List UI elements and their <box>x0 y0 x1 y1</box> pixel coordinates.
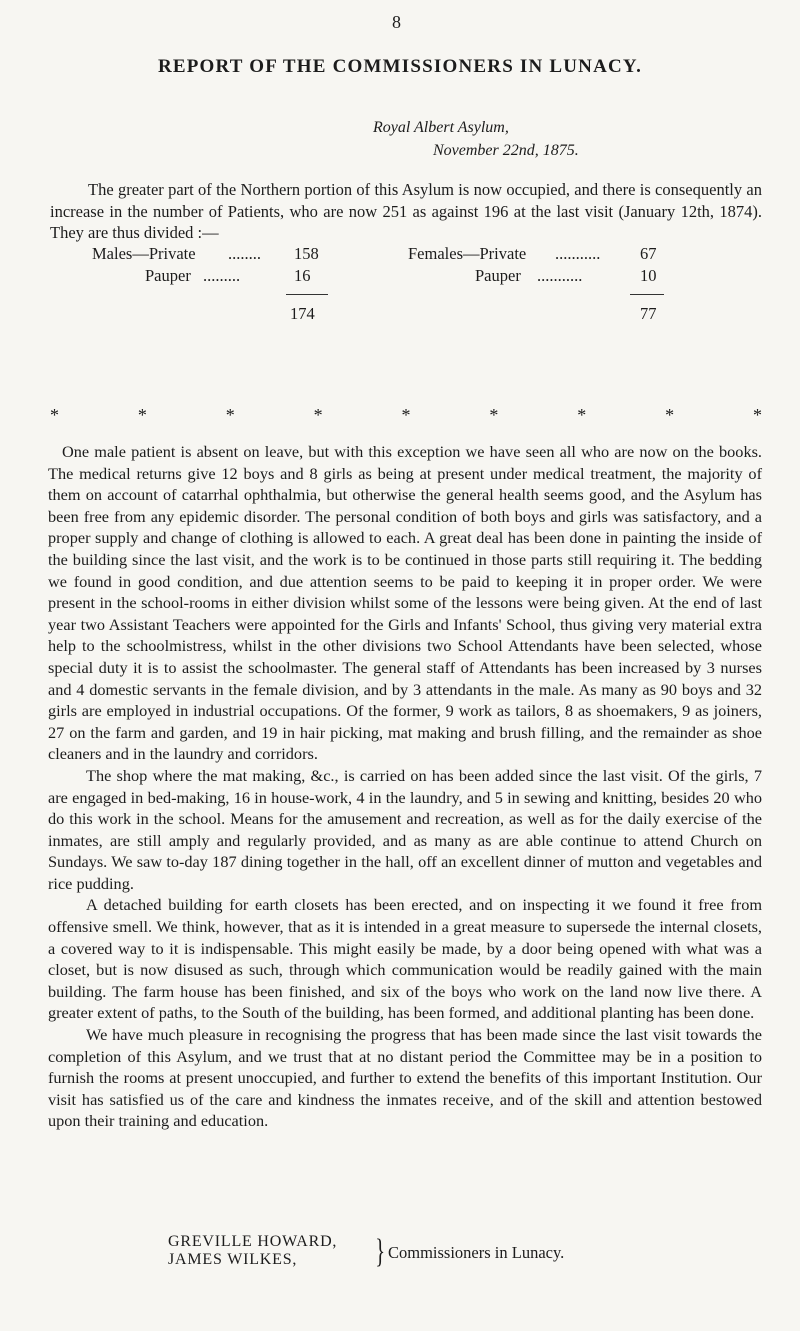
signature-block <box>0 1233 800 1283</box>
females-total-rule <box>630 294 664 295</box>
location-line: Royal Albert Asylum, <box>373 119 509 136</box>
running-head: REPORT OF THE COMMISSIONERS IN LUNACY. <box>157 56 643 77</box>
males-pauper-count: 16 <box>294 266 311 285</box>
asterisk-divider <box>50 405 762 426</box>
paragraph-health-and-staff: One male patient is absent on leave, but with this exception we have seen all who are now on the books. The medical returns give 12 boys and 8 girls as being at present under medical treatment, the majority of them on account of catarrhal ophthalmia, but otherwise the general health seems good, and the Asylum has been free from any epidemic disorder. The personal condition of both boys and girls was satisfactory, and a proper supply and change of clothing is allowed to each. A great deal has been done in painting the inside of the building since the last visit, and the work is to be continued in those parts still requiring it. The bedding we found in good condition, and due attention seems to be paid to keeping it in proper order. We were present in the school-rooms in either division whilst some of the lessons were being given. At the end of last year two Assistant Teachers were appointed for the Girls and Infants' School, thus giving very material extra help to the schoolmistress, whilst in the other divisions two School Attendants have been selected, whose special duty it is to assist the schoolmaster. The general staff of Attendants has been increased by 3 nurses and 4 domestic servants in the female division, and by 3 attendants in the male. As many as 90 boys and 32 girls are employed in industrial occupations. Of the former, 9 work as tailors, 8 as shoemakers, 9 as joiners, 27 on the farm and garden, and 19 in hair picking, mat making and brush filling, and the remainder as shoe cleaners and in the laundry and corridors. <box>48 442 762 764</box>
asterisk: * <box>137 405 147 425</box>
asterisk: * <box>225 405 235 425</box>
females-pauper-leader: ........... <box>537 266 583 285</box>
asterisk: * <box>313 405 323 425</box>
asterisk: * <box>665 405 675 425</box>
date-line: November 22nd, 1875. <box>433 142 579 159</box>
males-pauper-label: Pauper <box>145 266 191 285</box>
asterisk: * <box>577 405 587 425</box>
females-pauper-label: Pauper <box>475 266 521 285</box>
females-pauper-count: 10 <box>640 266 657 285</box>
paragraph-occupations: The shop where the mat making, &c., is carried on has been added since the last visit. Of the girls, 7 are engaged in bed-making, 16 in house-work, 4 in the laundry, and 5 in sewing and knitting, besides 20 who do this work in the school. Means for the amusement and recreation, as well as for the daily exercise of the inmates, are still amply and regularly provided, and as many as are able continue to attend Church on Sundays. We saw to-day 187 dining together in the hall, off an excellent dinner of mutton and vegetables and rice pudding. <box>48 765 762 893</box>
brace-glyph: } <box>375 1233 386 1270</box>
females-private-count: 67 <box>640 244 657 263</box>
patient-count-table <box>0 244 800 374</box>
signatory-role: Commissioners in Lunacy. <box>388 1243 565 1262</box>
males-total-rule <box>286 294 328 295</box>
males-private-label: Males—Private <box>92 244 196 263</box>
signatory-name: GREVILLE HOWARD, <box>168 1233 338 1250</box>
females-private-leader: ........... <box>555 244 601 263</box>
asterisk: * <box>50 405 59 425</box>
intro-paragraph: The greater part of the Northern portion of this Asylum is now occupied, and there is consequently an increase in the number of Patients, who are now 251 as against 196 at the last visit (January 12th, 1874). They are thus divided :— <box>50 180 762 242</box>
asterisk: * <box>489 405 499 425</box>
females-total: 77 <box>640 304 657 323</box>
asterisk: * <box>401 405 411 425</box>
signatory-name: JAMES WILKES, <box>168 1251 298 1268</box>
males-pauper-leader: ......... <box>203 266 241 285</box>
asterisk: * <box>753 405 762 425</box>
report-body <box>48 441 762 1132</box>
page-number: 8 <box>392 12 402 32</box>
females-private-label: Females—Private <box>408 244 527 263</box>
males-total: 174 <box>290 304 315 323</box>
males-private-leader: ........ <box>228 244 261 263</box>
paragraph-buildings: A detached building for earth closets has been erected, and on inspecting it we found it free from offensive smell. We think, however, that as it is intended in a great measure to supersede the internal closets, a covered way to it is indispensable. This might easily be made, by a door being opened with what was a closet, but is now disused as such, through which communication would be readily gained with the main building. The farm house has been finished, and six of the boys who work on the land now live there. A greater extent of paths, to the South of the building, has been formed, and additional planting has been done. <box>48 895 762 1023</box>
paragraph-conclusion: We have much pleasure in recognising the progress that has been made since the last visit towards the completion of this Asylum, and we trust that at no distant period the Committee may be in a position to furnish the rooms at present unoccupied, and further to extend the benefits of this important Institution. Our visit has satisfied us of the care and kindness the inmates receive, and of the skill and attention bestowed upon their training and education. <box>48 1025 762 1131</box>
males-private-count: 158 <box>294 244 319 263</box>
